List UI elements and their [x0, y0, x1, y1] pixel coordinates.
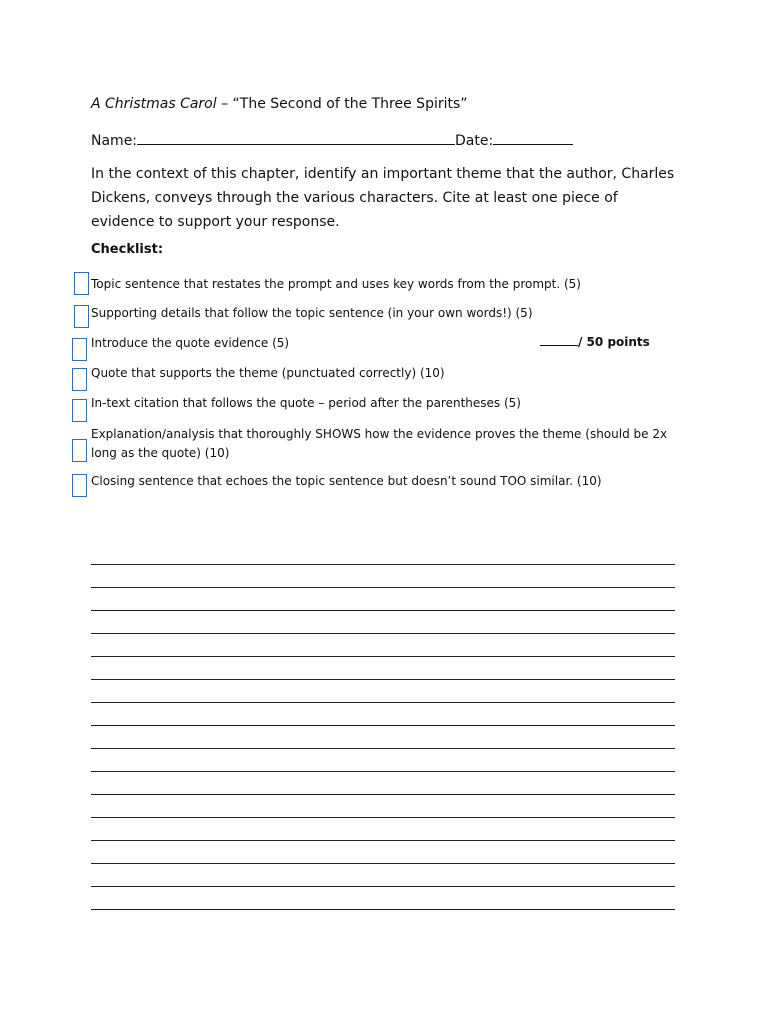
- response-line[interactable]: [91, 818, 675, 841]
- checkbox-3[interactable]: [72, 338, 87, 361]
- checklist-item-7: Closing sentence that echoes the topic sentence but doesn’t sound TOO similar. (10): [91, 474, 602, 488]
- checkbox-6[interactable]: [72, 439, 87, 462]
- name-date-row: [91, 130, 573, 149]
- response-line[interactable]: [91, 680, 675, 703]
- response-line[interactable]: [91, 542, 675, 565]
- response-line[interactable]: [91, 588, 675, 611]
- checkbox-4[interactable]: [72, 368, 87, 391]
- response-line[interactable]: [91, 864, 675, 887]
- checklist-heading: Checklist:: [91, 242, 164, 257]
- score-label: / 50 points: [578, 335, 650, 349]
- title-separator: –: [216, 96, 233, 112]
- date-label: Date:: [455, 133, 494, 149]
- checkbox-2[interactable]: [74, 305, 89, 328]
- response-line[interactable]: [91, 795, 675, 818]
- checkbox-7[interactable]: [72, 474, 87, 497]
- response-line[interactable]: [91, 611, 675, 634]
- checklist-item-1: Topic sentence that restates the prompt and uses key words from the prompt. (5): [91, 277, 581, 291]
- score-blank[interactable]: [540, 335, 578, 346]
- worksheet-title: [91, 96, 468, 112]
- writing-prompt: In the context of this chapter, identify an important theme that the author, Charles Dickens, conveys through the various characters. Cite at least one piece of evidence to support your response.: [91, 166, 675, 230]
- response-line[interactable]: [91, 772, 675, 795]
- response-line[interactable]: [91, 634, 675, 657]
- checkbox-1[interactable]: [74, 272, 89, 295]
- checklist-item-2: Supporting details that follow the topic sentence (in your own words!) (5): [91, 306, 533, 320]
- response-line[interactable]: [91, 726, 675, 749]
- checklist-item-6: Explanation/analysis that thoroughly SHOWS how the evidence proves the theme (should be 2x long as the quote) (10): [91, 427, 668, 460]
- chapter-title: “The Second of the Three Spirits”: [232, 96, 468, 112]
- name-label: Name:: [91, 133, 138, 149]
- date-field[interactable]: [493, 130, 573, 145]
- checklist-item-3: Introduce the quote evidence (5): [91, 336, 290, 350]
- name-field[interactable]: [137, 130, 455, 145]
- checklist-item-5: In-text citation that follows the quote – period after the parentheses (5): [91, 396, 521, 410]
- response-line[interactable]: [91, 749, 675, 772]
- response-line[interactable]: [91, 565, 675, 588]
- score-total: [540, 335, 650, 349]
- response-line[interactable]: [91, 841, 675, 864]
- response-line[interactable]: [91, 887, 675, 910]
- checklist-item-4: Quote that supports the theme (punctuated correctly) (10): [91, 366, 445, 380]
- response-line[interactable]: [91, 703, 675, 726]
- work-title: A Christmas Carol: [91, 96, 217, 112]
- response-lines[interactable]: [91, 542, 675, 910]
- checkbox-5[interactable]: [72, 399, 87, 422]
- response-line[interactable]: [91, 657, 675, 680]
